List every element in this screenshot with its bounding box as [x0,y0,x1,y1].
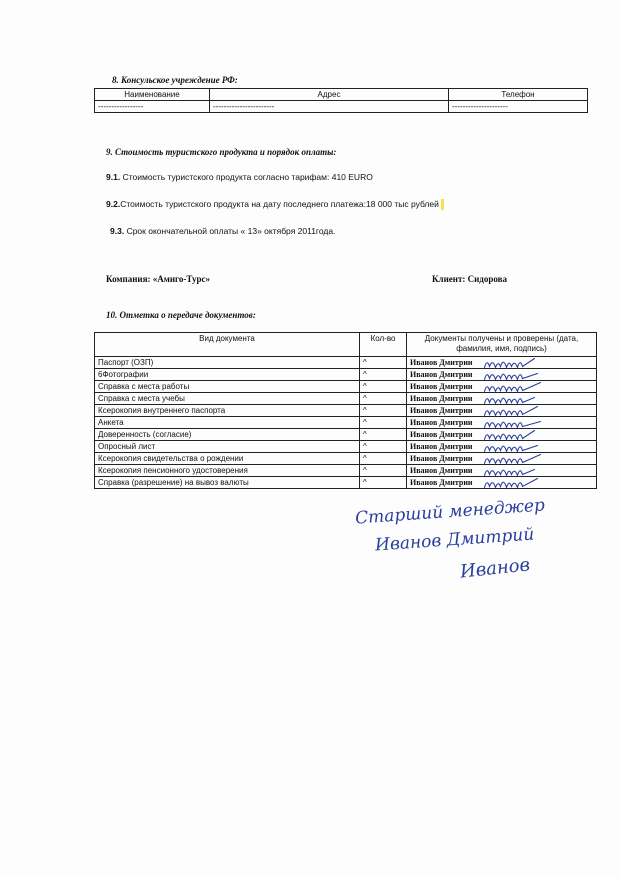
document-received-cell: Иванов Дмитрии [407,453,597,465]
payment-item-1 [106,172,373,182]
section10-title: 10. Отметка о передаче документов: [106,310,256,320]
consulate-table [94,88,588,113]
document-type-cell: Опросный лист [95,441,360,453]
document-received-cell: Иванов Дмитрии [407,477,597,489]
document-received-cell: Иванов Дмитрии [407,381,597,393]
document-row [95,393,597,405]
document-row [95,465,597,477]
documents-table [94,332,597,489]
document-type-cell: Ксерокопия внутреннего паспорта [95,405,360,417]
document-qty-cell: ^ [360,357,407,369]
section9-title: 9. Стоимость туристского продукта и порядок оплаты: [106,147,337,157]
company-label: Компания: «Амиго-Турс» [106,274,210,284]
document-type-cell: Ксерокопия свидетельства о рождении [95,453,360,465]
section8-title: 8. Консульское учреждение РФ: [112,75,238,85]
document-type-cell: Доверенность (согласие) [95,429,360,441]
document-row [95,357,597,369]
document-row [95,405,597,417]
payment-item-2 [106,199,444,210]
document-received-cell: Иванов Дмитрии [407,405,597,417]
document-received-cell: Иванов Дмитрии [407,465,597,477]
document-type-cell: Справка с места работы [95,381,360,393]
document-row [95,381,597,393]
document-qty-cell: ^ [360,441,407,453]
document-row [95,441,597,453]
payment-item-2-text: Стоимость туристского продукта на дату последнего платежа:18 000 тыс рублей [120,199,439,209]
docs-header-qty: Кол-во [360,333,407,357]
documents-rows [95,357,597,489]
payment-item-3-num: 9.3. [110,226,125,236]
payment-item-2-num: 9.2. [106,199,121,209]
document-qty-cell: ^ [360,393,407,405]
document-type-cell: Анкета [95,417,360,429]
document-qty-cell: ^ [360,405,407,417]
document-received-cell: Иванов Дмитрии [407,369,597,381]
client-label: Клиент: Сидорова [432,274,507,284]
payment-item-1-num: 9.1. [106,172,121,182]
document-type-cell: Ксерокопия пенсионного удостоверения [95,465,360,477]
payment-item-3-text: Срок окончательной оплаты « 13» октября 2011года. [126,226,336,236]
document-qty-cell: ^ [360,465,407,477]
document-received-cell: Иванов Дмитрии [407,393,597,405]
payment-item-3 [110,226,335,236]
document-received-cell: Иванов Дмитрии [407,417,597,429]
document-qty-cell: ^ [360,477,407,489]
handwritten-name: Иванов Дмитрий [374,524,535,556]
consulate-header-phone: Телефон [449,89,588,101]
handwritten-signature: Иванов [459,554,531,583]
document-row [95,429,597,441]
document-qty-cell: ^ [360,369,407,381]
document-qty-cell: ^ [360,417,407,429]
consulate-header-name: Наименование [95,89,210,101]
document-row [95,453,597,465]
document-received-cell: Иванов Дмитрии [407,357,597,369]
docs-header-type: Вид документа [95,333,360,357]
consulate-cell-phone: --------------------- [449,101,588,113]
payment-item-1-text: Стоимость туристского продукта согласно тарифам: 410 EURO [122,172,373,182]
consulate-header-address: Адрес [210,89,449,101]
docs-header-received: Документы получены и проверены (дата, фамилия, имя, подпись) [407,333,597,357]
highlight-mark [441,199,444,210]
document-type-cell: Справка с места учебы [95,393,360,405]
document-type-cell: Паспорт (ОЗП) [95,357,360,369]
document-type-cell: 6Фотографии [95,369,360,381]
document-qty-cell: ^ [360,453,407,465]
document-row [95,477,597,489]
handwritten-position: Старший менеджер [354,495,546,529]
document-row [95,417,597,429]
consulate-cell-address: ----------------------- [210,101,449,113]
document-type-cell: Справка (разрешение) на вывоз валюты [95,477,360,489]
document-qty-cell: ^ [360,381,407,393]
document-qty-cell: ^ [360,429,407,441]
document-row [95,369,597,381]
document-received-cell: Иванов Дмитрии [407,441,597,453]
consulate-cell-name: ----------------- [95,101,210,113]
document-received-cell: Иванов Дмитрии [407,429,597,441]
